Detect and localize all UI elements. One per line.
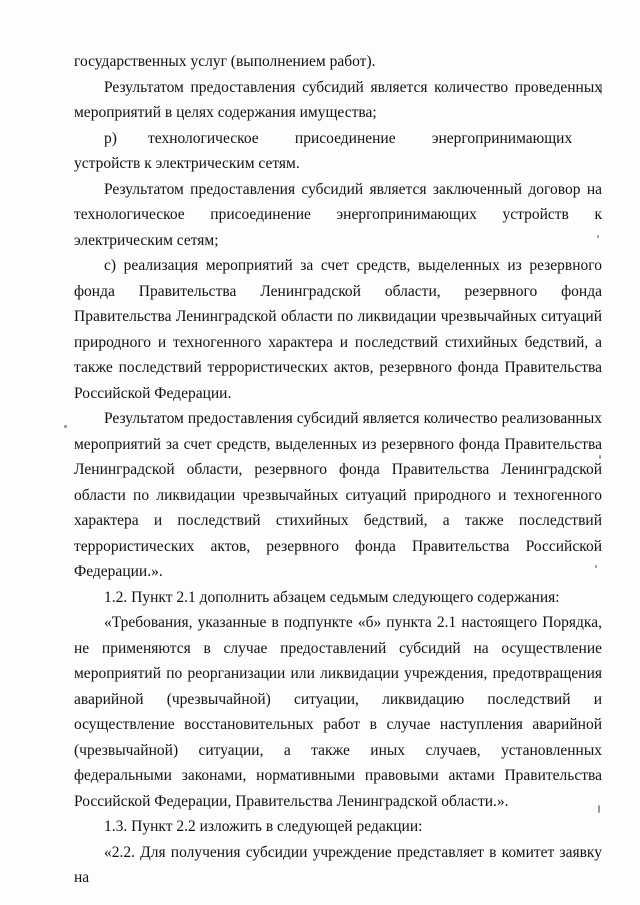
paragraph-10: «2.2. Для получения субсидии учреждение представляет в комитет заявку на [74, 843, 602, 886]
paragraph-1: государственных услуг (выполнением работ). [74, 53, 376, 70]
paragraph-9: 1.3. Пункт 2.2 изложить в следующей редакции: [104, 818, 423, 835]
paragraph-4: Результатом предоставления субсидий является заключенный договор на технологическое присоединение энергопринимающих устройств к электрическим сетям; [74, 180, 602, 249]
scan-speck [64, 425, 67, 428]
document-body [74, 49, 602, 891]
paragraph-6: Результатом предоставления субсидий является количество реализованных мероприятий за счет средств, выделенных из резервного фонда Правительства Ленинградской области, резервного фонда Правительства Ленинградской области по ликвидации чрезвычайных ситуаций природного и техногенного характера и последствий стихийных бедствий, а также последствий террористических актов, резервного фонда Правительства Российской Федерации.». [74, 410, 602, 580]
paragraph-8: «Требования, указанные в подпункте «б» пункта 2.1 настоящего Порядка, не применяются в случае предоставлений субсидий на осуществление мероприятий по реорганизации или ликвидации учреждения, предотвращения аварийной (чрезвычайной) ситуации, ликвидацию последствий и осуществление восстановительных работ в случае наступления аварийной (чрезвычайной) ситуации, а также иных случаев, установленных федеральными законами, нормативными правовыми актами Правительства Российской Федерации, Правительства Ленинградской области.». [74, 614, 602, 810]
paragraph-7: 1.2. Пункт 2.1 дополнить абзацем седьмым следующего содержания: [104, 588, 560, 606]
paragraph-3: р) технологическое присоединение энергопринимающих устройств к электрическим сетям. [74, 129, 602, 172]
paragraph-5: с) реализация мероприятий за счет средств, выделенных из резервного фонда Правительства Ленинградской области, резервного фонда Правительства Ленинградской области по ликвидации чрезвычайных ситуаций природного и техногенного характера и последствий стихийных бедствий, а также последствий террористических актов, резервного фонда Правительства Российской Федерации. [74, 257, 602, 402]
paragraph-2: Результатом предоставления субсидий является количество проведенных мероприятий в целях содержания имущества; [74, 78, 602, 121]
